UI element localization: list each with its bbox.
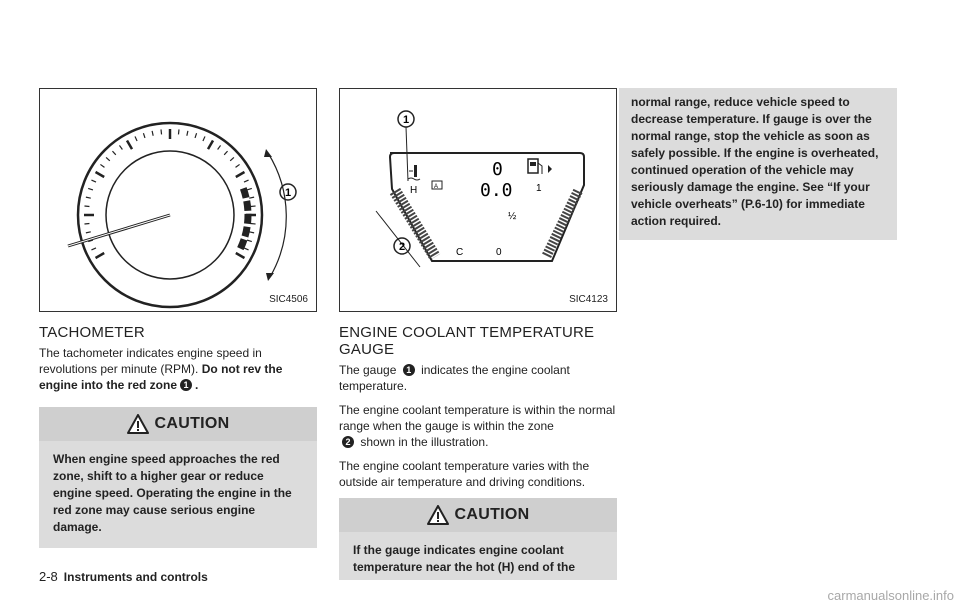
caution-box-coolant (339, 498, 617, 580)
caution-title: CAUTION (454, 506, 530, 523)
caution-text: When engine speed approaches the red zone, shift to a higher gear or reduce engine speed. Operating the engine in the red zone may cause serious engine damage. (53, 452, 292, 534)
tachometer-tick (152, 131, 153, 136)
tachometer-tick (195, 133, 197, 138)
chapter-title: Instruments and controls (63, 570, 208, 584)
column-tachometer (39, 88, 317, 548)
warning-triangle-icon (127, 414, 149, 434)
tachometer-tick (106, 157, 110, 160)
svg-text:1: 1 (402, 114, 410, 126)
svg-text:1: 1 (536, 183, 542, 194)
figure-code: SIC4123 (569, 294, 608, 305)
tachometer-tick (84, 206, 89, 207)
tachometer-tick (178, 129, 179, 134)
caution-text: If the gauge indicates engine coolant temperature near the hot (H) end of the (353, 543, 576, 574)
tachometer-tick (100, 164, 104, 167)
svg-text:0.0: 0.0 (480, 180, 513, 201)
tachometer-tick (96, 172, 105, 177)
svg-text:1: 1 (284, 187, 292, 199)
section-heading-tachometer: TACHOMETER (39, 324, 145, 341)
page-footer (39, 569, 208, 584)
tachometer-tick (91, 248, 96, 250)
tachometer-tick (84, 223, 89, 224)
fuel-pump-icon (528, 159, 542, 174)
column-continued (619, 88, 897, 240)
tachometer-tick (249, 232, 254, 233)
svg-text:0: 0 (492, 159, 503, 180)
svg-text:C: C (456, 247, 464, 258)
tachometer-tick (203, 136, 205, 141)
tachometer-tick (86, 232, 91, 233)
coolant-paragraph-2: The engine coolant temperature is within the normal range when the gauge is within the zone 2 shown in the illustration. (339, 403, 616, 449)
coolant-temperature-icon (408, 165, 420, 180)
svg-text:2: 2 (398, 241, 406, 253)
svg-text:0: 0 (496, 247, 502, 258)
marker-1: 1 (403, 364, 415, 376)
tachometer-tick (244, 248, 249, 250)
fuel-bar-segments (546, 191, 578, 257)
column-coolant (339, 88, 617, 580)
tachometer-tick (218, 145, 221, 149)
caution-box-tachometer (39, 407, 317, 548)
watermark: carmanualsonline.info (827, 588, 954, 603)
tachometer-tick (247, 188, 252, 190)
fuel-door-arrow-icon (548, 165, 552, 173)
tachometer-tick (208, 141, 213, 150)
tachometer-description: The tachometer indicates engine speed in revolutions per minute (RPM). Do not rev the engine into the red zone 1 . (39, 346, 283, 392)
tachometer-tick (251, 206, 256, 207)
tachometer-tick (236, 253, 245, 258)
svg-text:½: ½ (508, 211, 517, 222)
tachometer-tick (96, 253, 105, 258)
marker-2: 2 (342, 436, 354, 448)
tachometer-tick (86, 197, 91, 198)
coolant-gauge-illustration (340, 89, 616, 311)
tachometer-tick (247, 240, 252, 242)
tachometer-tick (236, 172, 245, 177)
tachometer-tick (143, 133, 145, 138)
coolant-paragraph-3: The engine coolant temperature varies with the outside air temperature and driving conditions. (339, 459, 590, 489)
tachometer-tick (244, 180, 249, 182)
section-heading-coolant: ENGINE COOLANT TEMPERATURE GAUGE (339, 324, 595, 358)
coolant-paragraph-1: The gauge 1 indicates the engine coolant temperature. (339, 363, 570, 393)
page-number: 2-8 (39, 569, 58, 584)
tachometer-tick (112, 151, 115, 155)
tachometer-tick (91, 180, 96, 182)
marker-1: 1 (180, 379, 192, 391)
figure-code: SIC4506 (269, 294, 308, 305)
caution-continued-text: normal range, reduce vehicle speed to decrease temperature. If gauge is over the normal range, stop the vehicle as soon as safely possible. If the engine is overheated, continued operation of the vehicle may seriously damage the engine. See “If your vehicle overheats” (P.6-10) for immediate action required. (619, 88, 897, 240)
tachometer-tick (187, 131, 188, 136)
tachometer-tick (88, 188, 93, 190)
tachometer-tick (230, 157, 234, 160)
red-zone-band (240, 188, 248, 249)
svg-text:A: A (434, 184, 439, 190)
tachometer-tick (119, 145, 122, 149)
tachometer-tick (251, 223, 256, 224)
tachometer-tick (135, 136, 137, 141)
tachometer-tick (161, 129, 162, 134)
svg-text:H: H (410, 185, 418, 196)
tachometer-tick (236, 164, 240, 167)
caution-title: CAUTION (154, 415, 230, 432)
tachometer-tick (127, 141, 132, 150)
tachometer-tick (249, 197, 254, 198)
red-zone-arc (268, 153, 286, 277)
tachometer-figure (39, 88, 317, 312)
coolant-gauge-figure (339, 88, 617, 312)
tachometer-illustration (40, 89, 316, 311)
warning-triangle-icon (427, 505, 449, 525)
tachometer-tick (224, 151, 227, 155)
